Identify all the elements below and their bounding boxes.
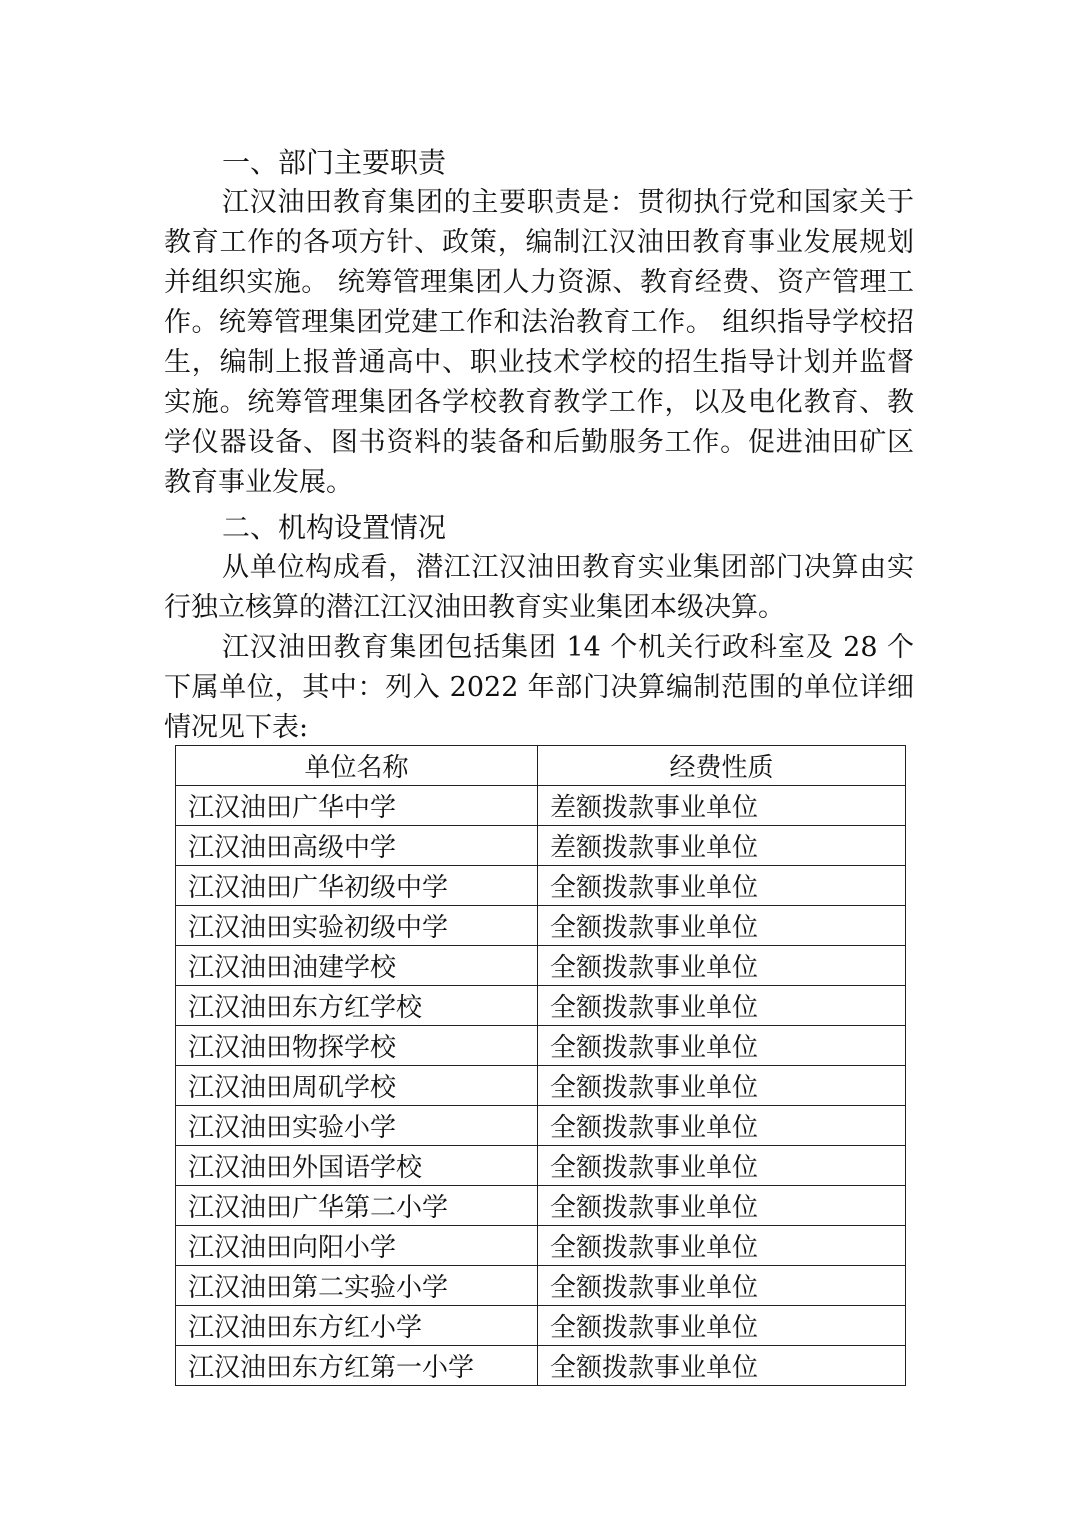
unit-name-cell: 江汉油田东方红第一小学 <box>176 1346 538 1386</box>
table-row <box>176 1346 906 1386</box>
table-row <box>176 826 906 866</box>
funding-type-cell: 全额拨款事业单位 <box>538 866 906 906</box>
unit-name-cell: 江汉油田广华第二小学 <box>176 1186 538 1226</box>
unit-name-cell: 江汉油田广华中学 <box>176 786 538 826</box>
unit-name-cell: 江汉油田广华初级中学 <box>176 866 538 906</box>
table-row <box>176 1106 906 1146</box>
funding-type-cell: 全额拨款事业单位 <box>538 1026 906 1066</box>
funding-type-cell: 全额拨款事业单位 <box>538 1346 906 1386</box>
funding-type-cell: 差额拨款事业单位 <box>538 786 906 826</box>
funding-type-cell: 全额拨款事业单位 <box>538 1066 906 1106</box>
unit-name-cell: 江汉油田高级中学 <box>176 826 538 866</box>
table-row <box>176 906 906 946</box>
unit-name-cell: 江汉油田东方红学校 <box>176 986 538 1026</box>
funding-type-cell: 全额拨款事业单位 <box>538 1186 906 1226</box>
table-row <box>176 986 906 1026</box>
section-heading-duties: 一、部门主要职责 <box>222 146 447 179</box>
table-row <box>176 1226 906 1266</box>
unit-name-cell: 江汉油田实验初级中学 <box>176 906 538 946</box>
funding-type-cell: 全额拨款事业单位 <box>538 1146 906 1186</box>
unit-name-cell: 江汉油田实验小学 <box>176 1106 538 1146</box>
table-row <box>176 1066 906 1106</box>
funding-type-cell: 全额拨款事业单位 <box>538 986 906 1026</box>
table-row <box>176 1186 906 1226</box>
funding-type-cell: 差额拨款事业单位 <box>538 826 906 866</box>
unit-name-cell: 江汉油田外国语学校 <box>176 1146 538 1186</box>
table-row <box>176 1026 906 1066</box>
table-row <box>176 1146 906 1186</box>
unit-name-cell: 江汉油田周矶学校 <box>176 1066 538 1106</box>
table-header-row <box>176 746 906 786</box>
unit-name-cell: 江汉油田物探学校 <box>176 1026 538 1066</box>
funding-type-cell: 全额拨款事业单位 <box>538 906 906 946</box>
table-row <box>176 946 906 986</box>
unit-table-container <box>175 745 905 1386</box>
unit-name-cell: 江汉油田油建学校 <box>176 946 538 986</box>
unit-table <box>175 745 906 1386</box>
funding-type-cell: 全额拨款事业单位 <box>538 946 906 986</box>
funding-type-cell: 全额拨款事业单位 <box>538 1226 906 1266</box>
organization-paragraph-1: 从单位构成看，潜江江汉油田教育实业集团部门决算由实行独立核算的潜江江汉油田教育实业集团本级决算。 <box>164 552 914 623</box>
table-row <box>176 786 906 826</box>
funding-type-cell: 全额拨款事业单位 <box>538 1106 906 1146</box>
unit-name-cell: 江汉油田第二实验小学 <box>176 1266 538 1306</box>
section-heading-organization: 二、机构设置情况 <box>222 511 447 544</box>
unit-name-cell: 江汉油田东方红小学 <box>176 1306 538 1346</box>
column-header-unit-name: 单位名称 <box>176 746 538 786</box>
unit-name-cell: 江汉油田向阳小学 <box>176 1226 538 1266</box>
table-row <box>176 1266 906 1306</box>
table-row <box>176 866 906 906</box>
funding-type-cell: 全额拨款事业单位 <box>538 1266 906 1306</box>
table-body <box>176 786 906 1386</box>
column-header-funding-type: 经费性质 <box>538 746 906 786</box>
table-row <box>176 1306 906 1346</box>
funding-type-cell: 全额拨款事业单位 <box>538 1306 906 1346</box>
organization-paragraph-2: 江汉油田教育集团包括集团 14 个机关行政科室及 28 个下属单位，其中：列入 2022 年部门决算编制范围的单位详细情况见下表: <box>164 632 914 743</box>
duties-paragraph: 江汉油田教育集团的主要职责是：贯彻执行党和国家关于教育工作的各项方针、政策，编制江汉油田教育事业发展规划并组织实施。 统筹管理集团人力资源、教育经费、资产管理工作。统筹管理集团党建工作和法治教育工作。 组织指导学校招生，编制上报普通高中、职业技术学校的招生指导计划并监督实施。统筹管理集团各学校教育教学工作，以及电化教育、教学仪器设备、图书资料的装备和后勤服务工作。促进油田矿区教育事业发展。 <box>164 187 914 498</box>
